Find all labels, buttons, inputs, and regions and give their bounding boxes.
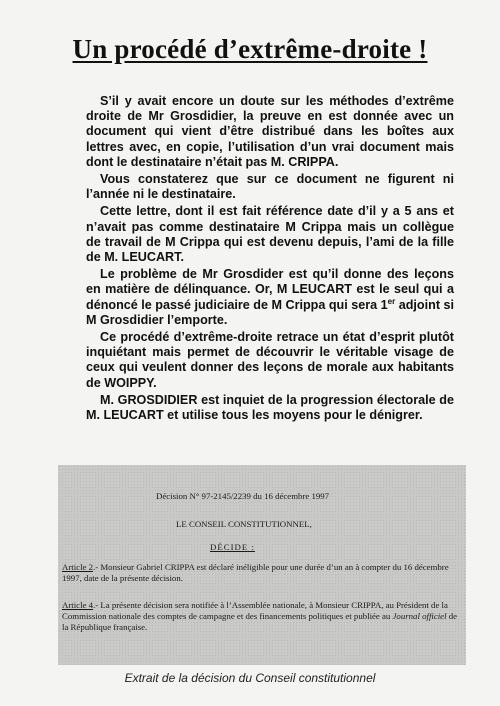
- paragraph-5: Ce procédé d’extrême-droite retrace un état d’esprit plutôt inquiétant mais permet de découvrir le véritable visage de ceux qui veulent donner des leçons de morale aux habitants de WOIPPY.: [86, 330, 454, 390]
- paragraph-4-number: 1: [380, 297, 388, 312]
- article-4-ref: Article 4: [62, 600, 94, 610]
- leaflet-body: [86, 94, 454, 425]
- paragraph-4-text: Le problème de Mr Grosdider est qu’il donne des leçons en matière de délinquance. Or, M LEUCART est le seul qui a dénoncé le passé judiciaire de M Crippa qui sera: [86, 267, 454, 312]
- article-4-text: .- La présente décision sera notifiée à l’Assemblée nationale, à Monsieur CRIPPA, au Président de la Commission nationale des comptes de campagne et des financements politiques et publiée au: [62, 600, 448, 621]
- paragraph-3: Cette lettre, dont il est fait référence date d’il y a 5 ans et n’avait pas comme destinataire M Crippa mais un collègue de travail de M Crippa qui est devenu depuis, l’ami de la fille de M. LEUCART.: [86, 204, 454, 265]
- paragraph-6: M. GROSDIDIER est inquiet de la progression électorale de M. LEUCART et utilise tous les moyens pour le dénigrer.: [86, 392, 454, 423]
- article-2-ref: Article 2: [62, 562, 94, 572]
- article-4-journal: Journal officiel: [392, 611, 447, 621]
- paragraph-1: S’il y avait encore un doute sur les méthodes d’extrême droite de Mr Grosdidier, la preuve en est donnée avec un document qui vient d’être distribué dans les boîtes aux lettres avec, en copie, l’utilisation d’un vrai document mais dont le destinataire n’était pas M. CRIPPA.: [86, 94, 454, 169]
- paragraph-2: Vous constaterez que sur ce document ne figurent ni l’année ni le destinataire.: [86, 172, 454, 202]
- decision-excerpt: [58, 465, 466, 665]
- article-4-end: de la République française.: [62, 611, 458, 632]
- article-2-text: .- Monsieur Gabriel CRIPPA est déclaré inéligible pour une durée d’un an à compter du 16 décembre 1997, date de la présente décision.: [62, 562, 449, 583]
- page-title: Un procédé d’extrême-droite !: [72, 34, 428, 64]
- article-4: [62, 600, 458, 633]
- decision-reference: Décision N° 97-2145/2239 du 16 décembre 1997: [156, 491, 330, 501]
- decision-excerpt-box: [58, 465, 466, 665]
- paragraph-4-superscript: er: [387, 296, 396, 306]
- decide-heading: DÉCIDE :: [210, 542, 255, 552]
- excerpt-caption: Extrait de la décision du Conseil constitutionnel: [124, 671, 376, 685]
- council-heading: LE CONSEIL CONSTITUTIONNEL,: [176, 519, 312, 529]
- paragraph-4: [86, 267, 454, 328]
- article-2: [62, 562, 458, 584]
- paragraph-4-end: adjoint si M Grosdidier l’emporte.: [86, 297, 455, 327]
